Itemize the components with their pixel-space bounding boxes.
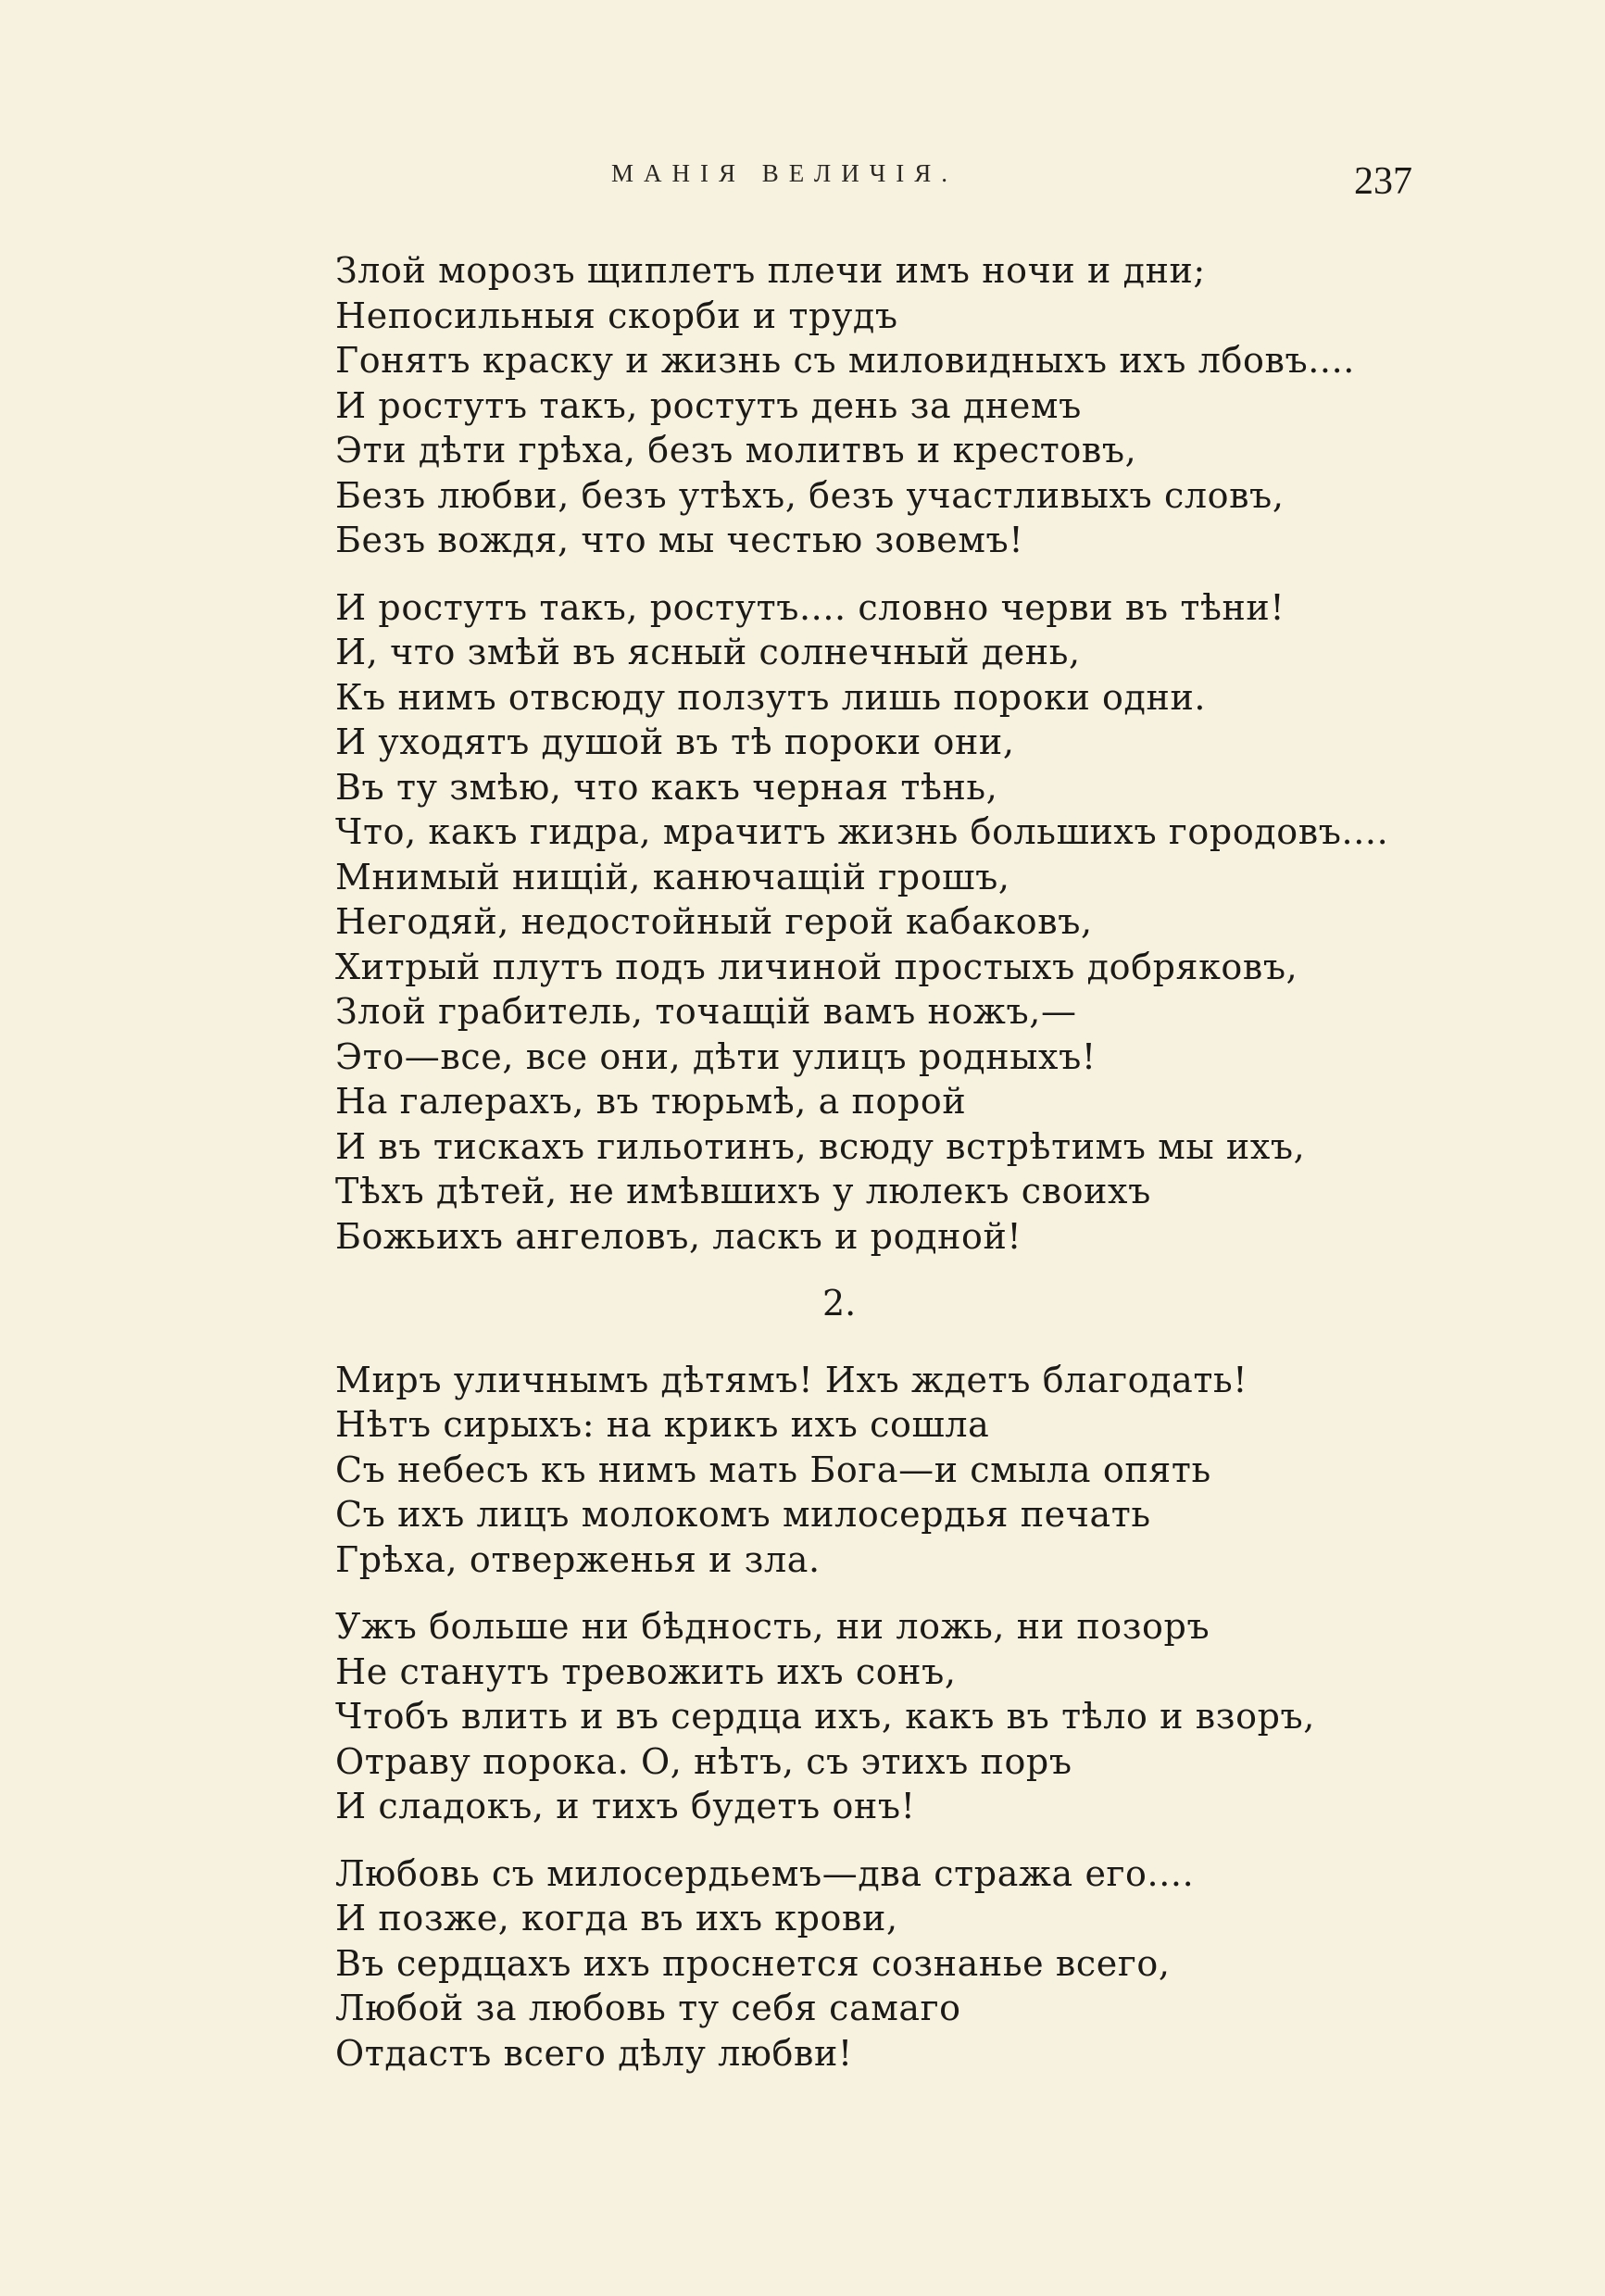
verse-line: Въ сердцахъ ихъ проснется сознанье всего, xyxy=(335,1942,1171,1984)
poem-part-2 xyxy=(335,1358,1428,2076)
verse-line: Хитрый плутъ подъ личиной простыхъ добряковъ, xyxy=(335,946,1298,987)
verse-line: Что, какъ гидра, мрачитъ жизнь большихъ городовъ.... xyxy=(335,811,1389,852)
stanza xyxy=(335,1851,1428,2076)
verse-line: Чтобъ влить и въ сердца ихъ, какъ въ тѣло и взоръ, xyxy=(335,1696,1315,1737)
verse-line: Мнимый нищій, канючащій грошъ, xyxy=(335,856,1010,897)
stanza xyxy=(335,585,1428,1260)
verse-line: Безъ любви, безъ утѣхъ, безъ участливыхъ словъ, xyxy=(335,474,1285,516)
page-number: 237 xyxy=(1354,160,1412,203)
poem-text xyxy=(335,248,1428,2098)
verse-line: На галерахъ, въ тюрьмѣ, а порой xyxy=(335,1081,967,1122)
verse-line: Въ ту змѣю, что какъ черная тѣнь, xyxy=(335,766,998,808)
verse-line: Негодяй, недостойный герой кабаковъ, xyxy=(335,901,1093,942)
verse-line: И ростутъ такъ, ростутъ день за днемъ xyxy=(335,384,1082,426)
verse-line: И ростутъ такъ, ростутъ.... словно черви въ тѣни! xyxy=(335,586,1285,628)
stanza xyxy=(335,1358,1428,1583)
verse-line: Отдастъ всего дѣлу любви! xyxy=(335,2032,853,2074)
section-number: 2. xyxy=(822,1283,857,1324)
verse-line: И позже, когда въ ихъ крови, xyxy=(335,1898,898,1938)
verse-line: Любовь съ милосердьемъ—два стража его.... xyxy=(335,1852,1195,1894)
verse-line: Любой за любовь ту себя самаго xyxy=(335,1988,961,2028)
verse-line: И уходятъ душой въ тѣ пороки они, xyxy=(335,721,1015,762)
verse-line: И сладокъ, и тихъ будетъ онъ! xyxy=(335,1786,916,1826)
verse-line: Тѣхъ дѣтей, не имѣвшихъ у люлекъ своихъ xyxy=(335,1171,1151,1211)
verse-line: Не станутъ тревожить ихъ сонъ, xyxy=(335,1650,957,1692)
verse-line: Непосильныя скорби и трудъ xyxy=(335,295,898,336)
poem-part-1 xyxy=(335,248,1428,1259)
verse-line: Грѣха, отверженья и зла. xyxy=(335,1538,821,1580)
verse-line: Злой морозъ щиплетъ плечи имъ ночи и дни; xyxy=(335,250,1206,291)
verse-line: Отраву порока. О, нѣтъ, съ этихъ поръ xyxy=(335,1740,1072,1782)
verse-line: Съ ихъ лицъ молокомъ милосердья печать xyxy=(335,1494,1151,1535)
verse-line: Миръ уличнымъ дѣтямъ! Ихъ ждетъ благодать! xyxy=(335,1359,1248,1400)
verse-line: Къ нимъ отвсюду ползутъ лишь пороки одни. xyxy=(335,676,1207,718)
stanza xyxy=(335,248,1428,563)
verse-line: Это—все, все они, дѣти улицъ родныхъ! xyxy=(335,1035,1097,1077)
verse-line: Съ небесъ къ нимъ мать Бога—и смыла опять xyxy=(335,1449,1211,1490)
verse-line: Эти дѣти грѣха, безъ молитвъ и крестовъ, xyxy=(335,430,1137,470)
verse-line: Ужъ больше ни бѣдность, ни ложь, ни позоръ xyxy=(335,1606,1210,1647)
verse-line: Злой грабитель, точащій вамъ ножъ,— xyxy=(335,991,1077,1032)
verse-line: И, что змѣй въ ясный солнечный день, xyxy=(335,632,1081,672)
verse-line: И въ тискахъ гильотинъ, всюду встрѣтимъ мы ихъ, xyxy=(335,1125,1306,1167)
stanza xyxy=(335,1604,1428,1829)
verse-line: Гонятъ краску и жизнь съ миловидныхъ ихъ лбовъ.... xyxy=(335,340,1355,381)
verse-line: Божьихъ ангеловъ, ласкъ и родной! xyxy=(335,1215,1022,1257)
verse-line: Нѣтъ сирыхъ: на крикъ ихъ сошла xyxy=(335,1404,990,1445)
verse-line: Безъ вождя, что мы честью зовемъ! xyxy=(335,520,1024,560)
running-title: МАНІЯ ВЕЛИЧІЯ. xyxy=(611,159,959,187)
